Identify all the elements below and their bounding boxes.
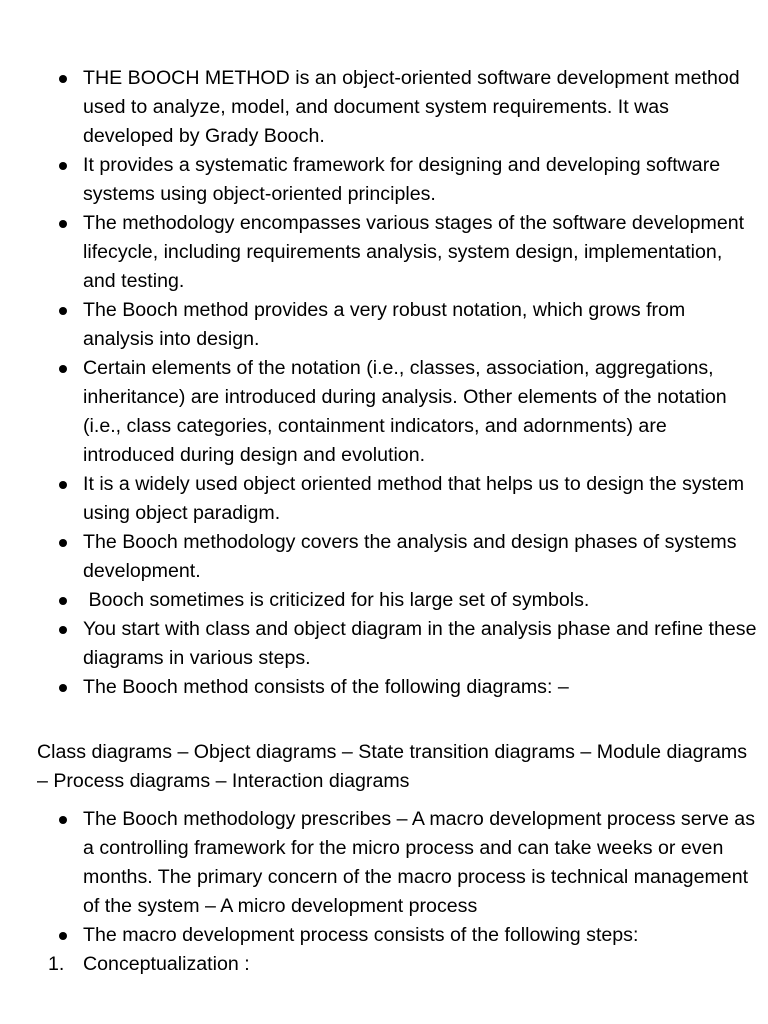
bullet-dot-icon bbox=[59, 220, 67, 228]
list-item-text: The Booch methodology covers the analysis and design phases of systems development. bbox=[83, 531, 737, 582]
bullet-dot-icon bbox=[59, 365, 67, 373]
list-item-text: Certain elements of the notation (i.e., classes, association, aggregations, inheritance) are introduced during analysis. Other elements of the notation (i.e., class categories, containment indicators, and adornments) are introduced during design and evolution. bbox=[83, 357, 727, 466]
list-item bbox=[0, 209, 760, 296]
list-item bbox=[0, 470, 760, 528]
bullet-dot-icon bbox=[59, 481, 67, 489]
list-item bbox=[0, 151, 760, 209]
bullet-dot-icon bbox=[59, 597, 67, 605]
list-item bbox=[0, 296, 760, 354]
list-item-text: The Booch method provides a very robust notation, which grows from analysis into design. bbox=[83, 299, 686, 350]
list-item-text: It is a widely used object oriented method that helps us to design the system using object paradigm. bbox=[83, 473, 745, 524]
list-item-text: Booch sometimes is criticized for his large set of symbols. bbox=[83, 589, 590, 611]
bullet-list-bottom bbox=[0, 805, 760, 950]
bullet-dot-icon bbox=[59, 684, 67, 692]
bullet-dot-icon bbox=[59, 626, 67, 634]
bullet-dot-icon bbox=[59, 539, 67, 547]
list-item bbox=[0, 921, 760, 950]
list-item-text: You start with class and object diagram in the analysis phase and refine these diagrams in various steps. bbox=[83, 618, 757, 669]
numbered-step bbox=[0, 950, 760, 979]
list-item-text: The macro development process consists of the following steps: bbox=[83, 924, 639, 946]
bullet-list-top bbox=[0, 64, 760, 702]
list-item bbox=[0, 805, 760, 921]
bullet-dot-icon bbox=[59, 816, 67, 824]
list-item-text: It provides a systematic framework for designing and developing software systems using object-oriented principles. bbox=[83, 154, 721, 205]
list-item bbox=[0, 528, 760, 586]
list-item bbox=[0, 673, 760, 702]
list-item-text: The methodology encompasses various stages of the software development lifecycle, including requirements analysis, system design, implementation, and testing. bbox=[83, 212, 745, 292]
list-item-text: The Booch method consists of the following diagrams: – bbox=[83, 676, 569, 698]
step-label: Conceptualization : bbox=[83, 953, 250, 975]
bullet-dot-icon bbox=[59, 162, 67, 170]
list-item-text: THE BOOCH METHOD is an object-oriented software development method used to analyze, model, and document system requirements. It was developed by Grady Booch. bbox=[83, 67, 740, 147]
bullet-dot-icon bbox=[59, 307, 67, 315]
bullet-dot-icon bbox=[59, 75, 67, 83]
list-item bbox=[0, 64, 760, 151]
list-item bbox=[0, 354, 760, 470]
step-number: 1. bbox=[48, 953, 65, 975]
numbered-steps-list bbox=[0, 950, 760, 979]
list-item bbox=[0, 615, 760, 673]
list-item bbox=[0, 586, 760, 615]
list-item-text: The Booch methodology prescribes – A macro development process serve as a controlling framework for the micro process and can take weeks or even months. The primary concern of the macro process is technical management of the system – A micro development process bbox=[83, 808, 755, 917]
diagrams-paragraph: Class diagrams – Object diagrams – State transition diagrams – Module diagrams – Process diagrams – Interaction diagrams bbox=[37, 741, 748, 792]
bullet-dot-icon bbox=[59, 932, 67, 940]
